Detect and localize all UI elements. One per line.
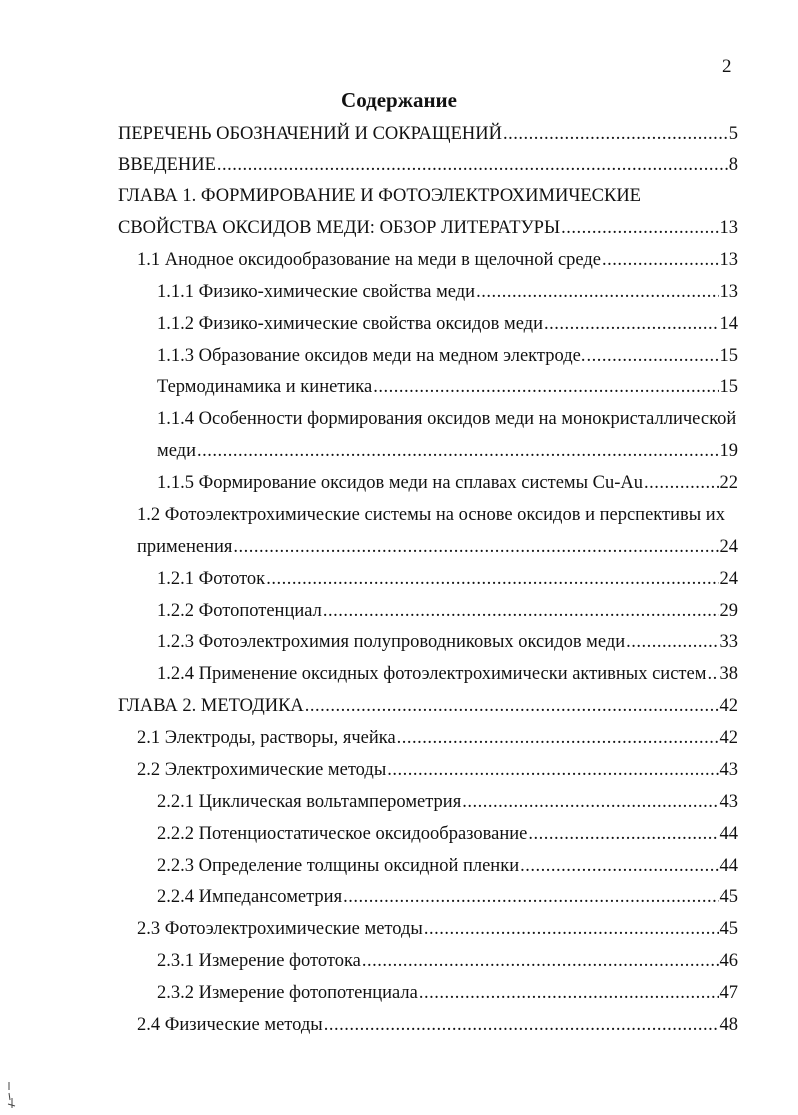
toc-entry-2-2-2: 2.2.2 Потенциостатическое оксидообразование ..... 44 xyxy=(0,818,798,850)
toc-entry-2-3-2: 2.3.2 Измерение фотопотенциала ..... 47 xyxy=(0,977,798,1009)
toc-entry-1-1-1: 1.1.1 Физико-химические свойства меди ..... 13 xyxy=(0,276,798,308)
scan-mark-icon xyxy=(6,1080,18,1110)
toc-entry-1-1-3-cont: Термодинамика и кинетика ..... 15 xyxy=(0,371,798,403)
toc-entry-chapter1-line1: ГЛАВА 1. ФОРМИРОВАНИЕ И ФОТОЭЛЕКТРОХИМИЧЕСКИЕ xyxy=(118,186,641,206)
toc-entry-1-2-2: 1.2.2 Фотопотенциал ..... 29 xyxy=(0,595,798,627)
toc-entry-1-1-2: 1.1.2 Физико-химические свойства оксидов меди ..... 14 xyxy=(0,308,798,340)
toc-entry-abbreviations: ПЕРЕЧЕНЬ ОБОЗНАЧЕНИЙ И СОКРАЩЕНИЙ ..... 5 xyxy=(0,118,798,150)
toc-entry-1-2-1: 1.2.1 Фототок ..... 24 xyxy=(0,563,798,595)
toc-entry-2-4: 2.4 Физические методы ..... 48 xyxy=(0,1009,798,1041)
toc-entry-1-2-3: 1.2.3 Фотоэлектрохимия полупроводниковых оксидов меди ..... 33 xyxy=(0,626,798,658)
toc-entry-1-1-3: 1.1.3 Образование оксидов меди на медном электроде. ..... 15 xyxy=(0,340,798,372)
page-title: Содержание xyxy=(341,88,457,112)
toc-entry-1-1-4-cont: меди ..... 19 xyxy=(0,435,798,467)
toc-entry-chapter1-line2: СВОЙСТВА ОКСИДОВ МЕДИ: ОБЗОР ЛИТЕРАТУРЫ ..... 13 xyxy=(0,212,798,244)
toc-entry-chapter2: ГЛАВА 2. МЕТОДИКА ..... 42 xyxy=(0,690,798,722)
toc-entry-1-1: 1.1 Анодное оксидообразование на меди в щелочной среде ..... 13 xyxy=(0,244,798,276)
toc-entry-1-1-5: 1.1.5 Формирование оксидов меди на сплавах системы Cu-Au ..... 22 xyxy=(0,467,798,499)
toc-entry-2-1: 2.1 Электроды, растворы, ячейка ..... 42 xyxy=(0,722,798,754)
toc-entry-2-3-1: 2.3.1 Измерение фототока ..... 46 xyxy=(0,945,798,977)
toc-entry-2-2: 2.2 Электрохимические методы ..... 43 xyxy=(0,754,798,786)
page-number: 2 xyxy=(722,56,732,77)
toc-entry-2-3: 2.3 Фотоэлектрохимические методы ..... 45 xyxy=(0,913,798,945)
toc-entry-2-2-1: 2.2.1 Циклическая вольтамперометрия ..... 43 xyxy=(0,786,798,818)
toc-entry-introduction: ВВЕДЕНИЕ ..... 8 xyxy=(0,149,798,181)
toc-entry-2-2-4: 2.2.4 Импедансометрия ..... 45 xyxy=(0,881,798,913)
toc-entry-2-2-3: 2.2.3 Определение толщины оксидной пленки ..... 44 xyxy=(0,850,798,882)
toc-entry-1-2: 1.2 Фотоэлектрохимические системы на основе оксидов и перспективы их xyxy=(137,505,725,525)
toc-entry-1-2-cont: применения ..... 24 xyxy=(0,531,798,563)
toc-entry-1-1-4: 1.1.4 Особенности формирования оксидов меди на монокристаллической xyxy=(157,409,737,429)
toc-entry-1-2-4: 1.2.4 Применение оксидных фотоэлектрохимически активных систем ..... 38 xyxy=(0,658,798,690)
